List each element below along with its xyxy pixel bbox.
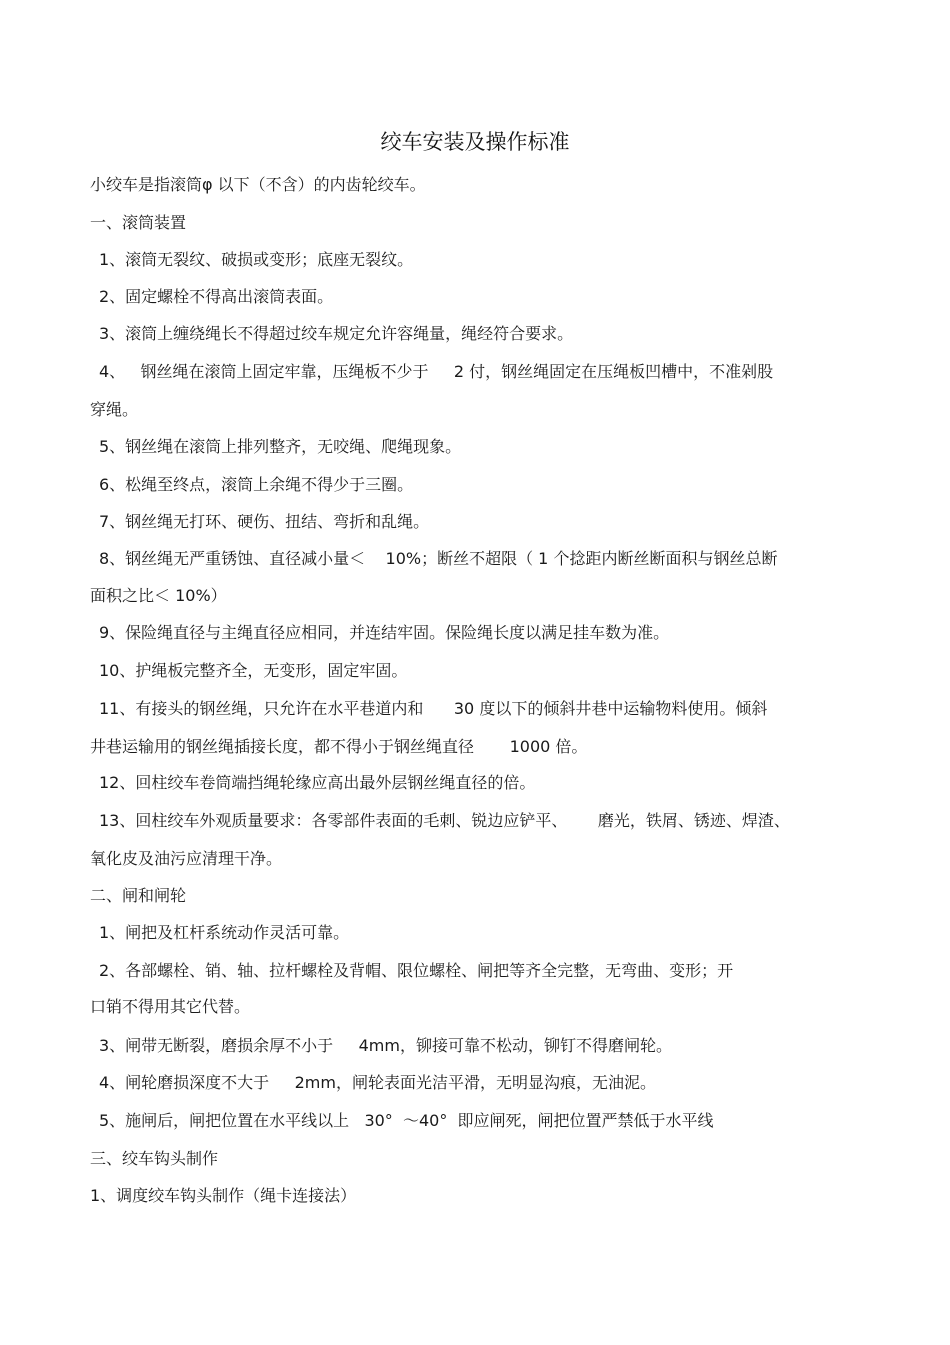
document-title: 绞车安装及操作标准 <box>380 130 570 154</box>
list-item-continuation: 面积之比＜ 10%） <box>90 586 227 605</box>
intro-line: 小绞车是指滚筒φ 以下（不含）的内齿轮绞车。 <box>90 175 426 194</box>
list-item-continuation: 井巷运输用的钢丝绳插接长度，都不得小于钢丝绳直径 1000 倍。 <box>90 737 588 756</box>
list-item-continuation: 口销不得用其它代替。 <box>90 997 251 1016</box>
list-item: 4、闸轮磨损深度不大于 2mm，闸轮表面光洁平滑，无明显沟痕，无油泥。 <box>99 1073 656 1092</box>
list-item: 8、钢丝绳无严重锈蚀、直径减小量＜ 10%；断丝不超限（ 1 个捻距内断丝断面积与钢丝总断 <box>99 549 778 568</box>
list-item: 11、有接头的钢丝绳，只允许在水平巷道内和 30 度以下的倾斜井巷中运输物料使用。倾斜 <box>99 699 768 718</box>
list-item: 3、闸带无断裂，磨损余厚不小于 4mm，铆接可靠不松动，铆钉不得磨闸轮。 <box>99 1036 672 1055</box>
list-item: 1、调度绞车钩头制作（绳卡连接法） <box>90 1186 357 1205</box>
list-item-continuation: 穿绳。 <box>90 400 139 419</box>
list-item: 13、回柱绞车外观质量要求：各零部件表面的毛刺、锐边应铲平、 磨光，铁屑、锈迹、焊渣、 <box>99 811 790 830</box>
list-item: 5、钢丝绳在滚筒上排列整齐，无咬绳、爬绳现象。 <box>99 437 462 456</box>
list-item: 10、护绳板完整齐全，无变形，固定牢固。 <box>99 661 408 680</box>
list-item: 5、施闸后，闸把位置在水平线以上 30° ～40° 即应闸死，闸把位置严禁低于水平线 <box>99 1111 714 1130</box>
list-item: 12、回柱绞车卷筒端挡绳轮缘应高出最外层钢丝绳直径的倍。 <box>99 773 536 792</box>
list-item: 2、固定螺栓不得高出滚筒表面。 <box>99 287 334 306</box>
list-item: 3、滚筒上缠绕绳长不得超过绞车规定允许容绳量，绳经符合要求。 <box>99 324 574 343</box>
list-item: 9、保险绳直径与主绳直径应相同，并连结牢固。保险绳长度以满足挂车数为准。 <box>99 623 670 642</box>
list-item: 4、 钢丝绳在滚筒上固定牢靠，压绳板不少于 2 付，钢丝绳固定在压绳板凹槽中，不准剁股 <box>99 362 774 381</box>
list-item: 1、闸把及杠杆系统动作灵活可靠。 <box>99 923 350 942</box>
section-heading: 一、滚筒装置 <box>90 213 187 232</box>
list-item-continuation: 氧化皮及油污应清理干净。 <box>90 849 283 868</box>
list-item: 6、松绳至终点，滚筒上余绳不得少于三圈。 <box>99 475 414 494</box>
list-item: 7、钢丝绳无打环、硬伤、扭结、弯折和乱绳。 <box>99 512 430 531</box>
list-item: 1、滚筒无裂纹、破损或变形；底座无裂纹。 <box>99 250 414 269</box>
list-item: 2、各部螺栓、销、轴、拉杆螺栓及背帽、限位螺栓、闸把等齐全完整，无弯曲、变形；开 <box>99 961 734 980</box>
section-heading: 三、绞车钩头制作 <box>90 1149 219 1168</box>
section-heading: 二、闸和闸轮 <box>90 886 187 905</box>
